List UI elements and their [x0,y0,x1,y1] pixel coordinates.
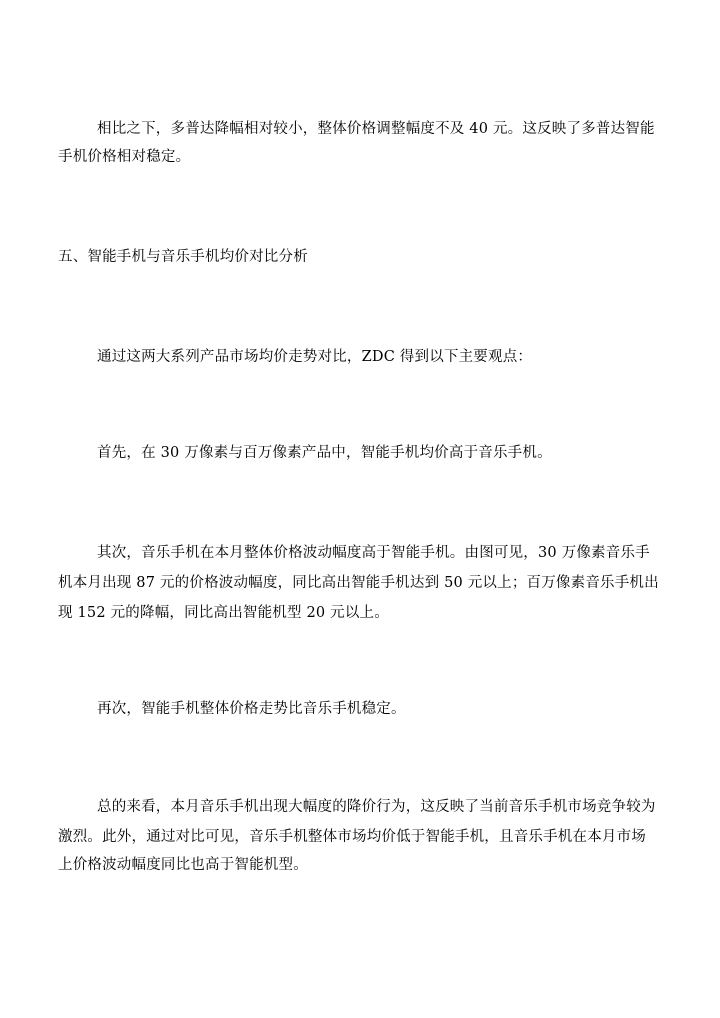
paragraph-3: 首先，在 30 万像素与百万像素产品中，智能手机均价高于音乐手机。 [97,445,552,461]
paragraph-4-line-3: 现 152 元的降幅，同比高出智能机型 20 元以上。 [58,605,389,621]
paragraph-1-line-1: 相比之下，多普达降幅相对较小，整体价格调整幅度不及 40 元。这反映了多普达智能 [97,121,655,137]
paragraph-1-line-2: 手机价格相对稳定。 [58,149,191,165]
paragraph-6-line-1: 总的来看，本月音乐手机出现大幅度的降价行为，这反映了当前音乐手机市场竞争较为 [97,799,656,815]
paragraph-4-line-1: 其次，音乐手机在本月整体价格波动幅度高于智能手机。由图可见，30 万像素音乐手 [97,545,650,561]
section-5-heading: 五、智能手机与音乐手机均价对比分析 [58,249,308,265]
paragraph-4-line-2: 机本月出现 87 元的价格波动幅度，同比高出智能手机达到 50 元以上；百万像素音乐手机出 [58,575,659,591]
paragraph-6-line-2: 激烈。此外，通过对比可见，音乐手机整体市场均价低于智能手机，且音乐手机在本月市场 [58,829,646,845]
paragraph-6-line-3: 上价格波动幅度同比也高于智能机型。 [58,857,308,873]
paragraph-5: 再次，智能手机整体价格走势比音乐手机稳定。 [97,701,406,717]
paragraph-2: 通过这两大系列产品市场均价走势对比，ZDC 得到以下主要观点： [97,349,533,365]
